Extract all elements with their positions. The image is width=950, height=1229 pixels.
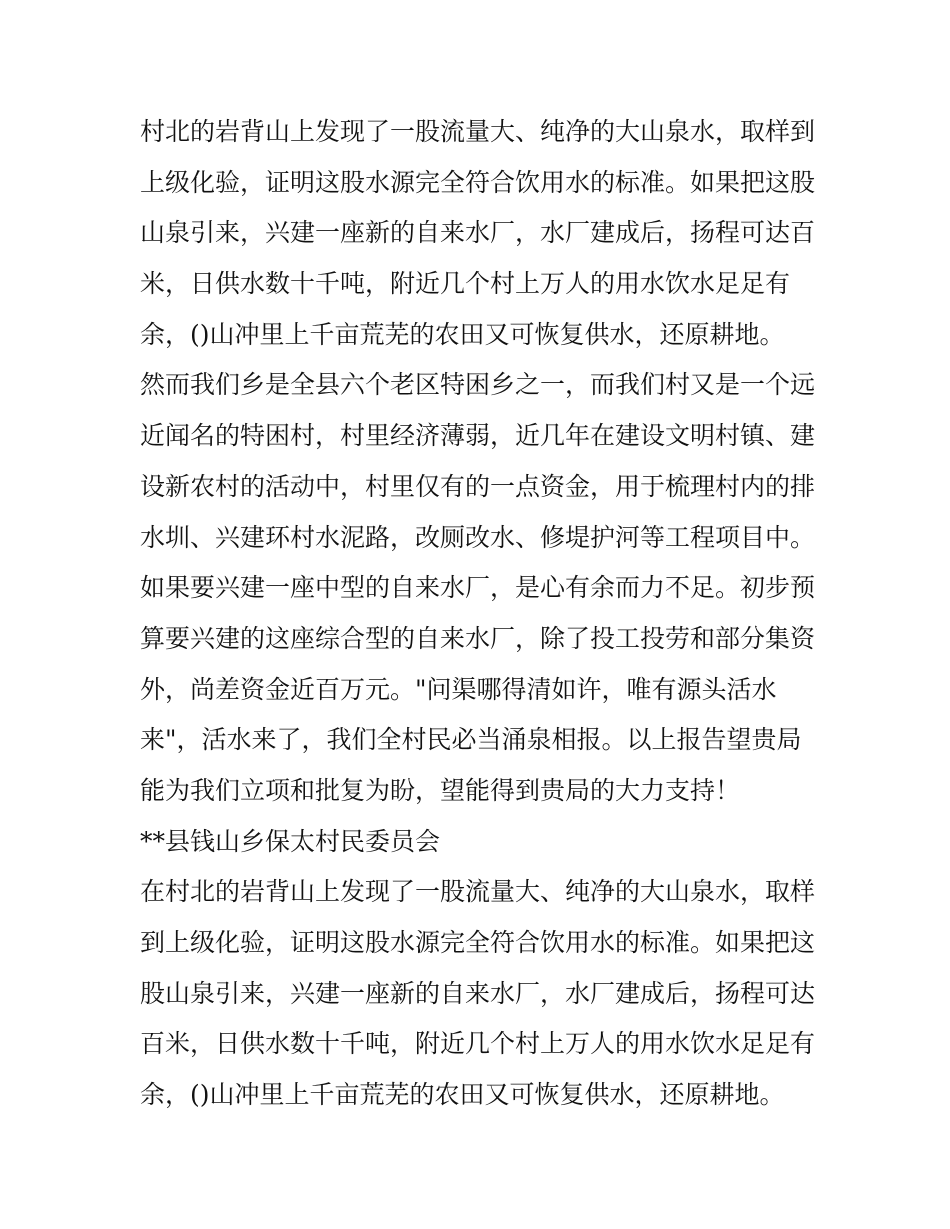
text-line: 能为我们立项和批复为盼，望能得到贵局的大力支持！ — [140, 775, 741, 805]
text-line: 股山泉引来，兴建一座新的自来水厂，水厂建成后，扬程可达 — [140, 978, 816, 1008]
text-line: 外，尚差资金近百万元。"问渠哪得清如许，唯有源头活水 — [140, 674, 777, 704]
text-line: 百米，日供水数十千吨，附近几个村上万人的用水饮水足足有 — [140, 1029, 816, 1059]
text-line: 然而我们乡是全县六个老区特困乡之一，而我们村又是一个远 — [140, 370, 816, 400]
text-line: 如果要兴建一座中型的自来水厂，是心有余而力不足。初步预 — [140, 573, 816, 603]
text-line: 上级化验，证明这股水源完全符合饮用水的标准。如果把这股 — [140, 167, 816, 197]
signature-line: **县钱山乡保太村民委员会 — [140, 826, 441, 856]
text-line: 算要兴建的这座综合型的自来水厂，除了投工投劳和部分集资 — [140, 623, 816, 653]
text-line: 在村北的岩背山上发现了一股流量大、纯净的大山泉水，取样 — [140, 877, 816, 907]
text-line: 米，日供水数十千吨，附近几个村上万人的用水饮水足足有 — [140, 269, 791, 299]
document-body — [140, 107, 820, 1121]
text-line: 水圳、兴建环村水泥路，改厕改水、修堤护河等工程项目中。 — [140, 522, 816, 552]
text-line: 来"，活水来了，我们全村民必当涌泉相报。以上报告望贵局 — [140, 725, 802, 755]
text-line: 近闻名的特困村，村里经济薄弱，近几年在建设文明村镇、建 — [140, 421, 816, 451]
text-line: 到上级化验，证明这股水源完全符合饮用水的标准。如果把这 — [140, 928, 816, 957]
text-line: 余，()山冲里上千亩荒芜的农田又可恢复供水，还原耕地。 — [140, 319, 785, 349]
text-line: 设新农村的活动中，村里仅有的一点资金，用于梳理村内的排 — [140, 471, 816, 501]
text-line: 村北的岩背山上发现了一股流量大、纯净的大山泉水，取样到 — [140, 117, 816, 146]
text-line: 山泉引来，兴建一座新的自来水厂，水厂建成后，扬程可达百 — [140, 218, 816, 248]
text-line: 余，()山冲里上千亩荒芜的农田又可恢复供水，还原耕地。 — [140, 1080, 785, 1110]
